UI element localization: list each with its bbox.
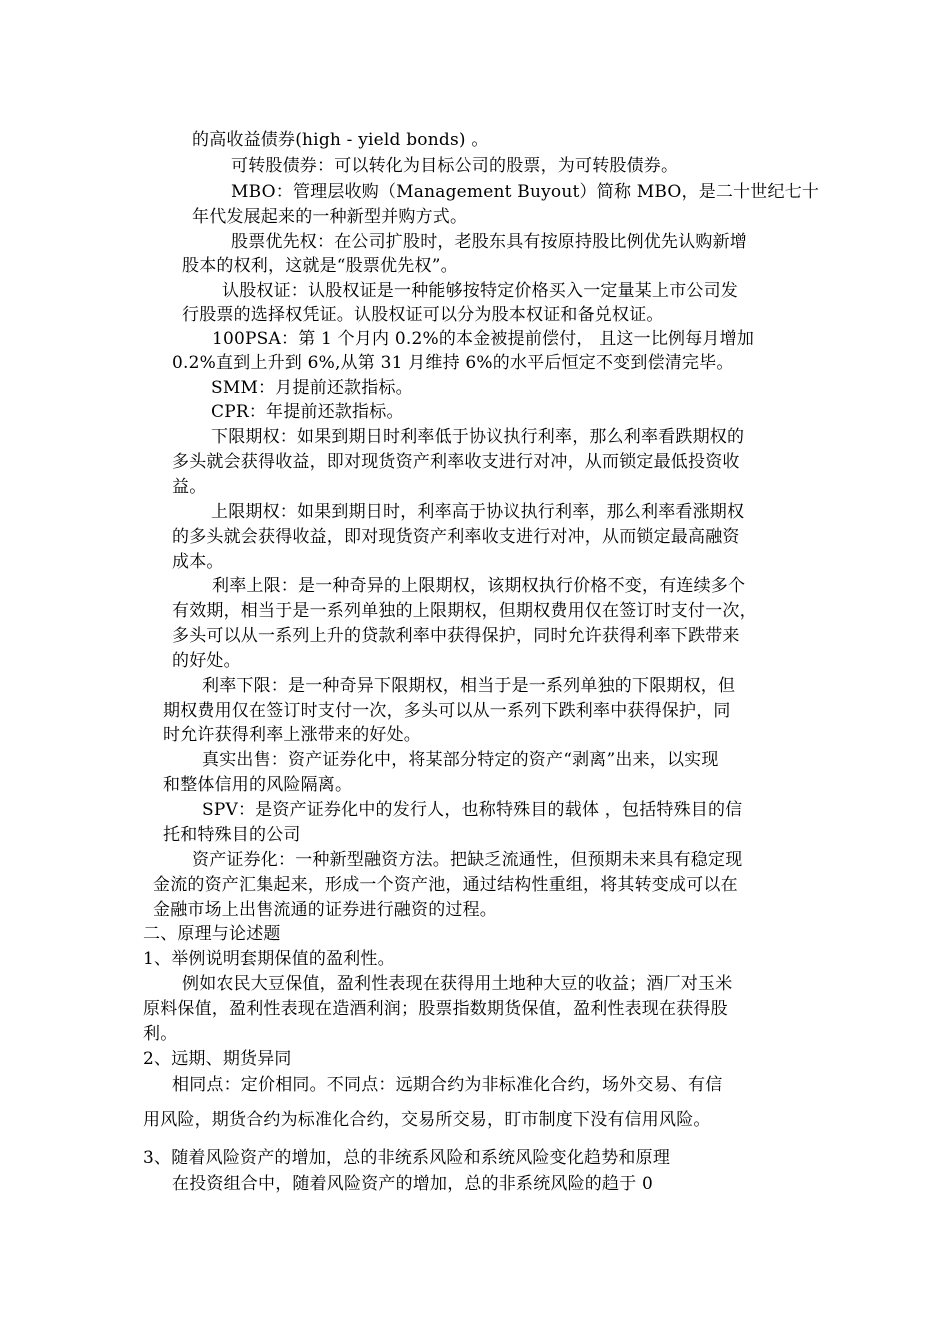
- text-line: 时允许获得利率上涨带来的好处。: [163, 725, 421, 745]
- text-line: 相同点：定价相同。不同点：远期合约为非标准化合约，场外交易、有信: [172, 1075, 723, 1095]
- text-line: 多头可以从一系列上升的贷款利率中获得保护，同时允许获得利率下跌带来: [172, 626, 740, 646]
- text-line: 上限期权：如果到期日时，利率高于协议执行利率，那么利率看涨期权: [211, 502, 745, 522]
- text-line: 和整体信用的风险隔离。: [163, 775, 353, 795]
- text-line: 例如农民大豆保值，盈利性表现在获得用土地种大豆的收益；酒厂对玉米: [182, 974, 733, 994]
- text-line: 可转股债券：可以转化为目标公司的股票，为可转股债券。: [231, 156, 679, 176]
- text-line: 下限期权：如果到期日时利率低于协议执行利率，那么利率看跌期权的: [211, 427, 745, 447]
- text-line: 多头就会获得收益，即对现货资产利率收支进行对冲，从而锁定最低投资收: [172, 452, 740, 472]
- question-heading: 1、举例说明套期保值的盈利性。: [143, 949, 395, 969]
- text-line: 利率下限：是一种奇异下限期权，相当于是一系列单独的下限期权，但: [202, 676, 736, 696]
- text-line: 行股票的选择权凭证。认股权证可以分为股本权证和备兑权证。: [182, 305, 664, 325]
- text-line: 资产证券化：一种新型融资方法。把缺乏流通性，但预期未来具有稳定现: [192, 850, 743, 870]
- text-line: 有效期，相当于是一系列单独的上限期权，但期权费用仅在签订时支付一次，: [172, 601, 757, 621]
- question-heading: 3、随着风险资产的增加，总的非统系风险和系统风险变化趋势和原理: [143, 1148, 671, 1168]
- text-line: 认股权证：认股权证是一种能够按特定价格买入一定量某上市公司发: [222, 281, 738, 301]
- text-line: 的高收益债券(high - yield bonds) 。: [192, 130, 489, 150]
- text-line: MBO：管理层收购（Management Buyout）简称 MBO，是二十世纪七十: [231, 182, 820, 202]
- text-line: CPR：年提前还款指标。: [211, 402, 404, 422]
- text-line: 在投资组合中，随着风险资产的增加，总的非系统风险的趋于 0: [172, 1174, 654, 1194]
- text-line: 益。: [172, 477, 207, 497]
- text-line: 成本。: [172, 552, 224, 572]
- text-line: 金流的资产汇集起来，形成一个资产池，通过结构性重组，将其转变成可以在: [153, 875, 738, 895]
- text-line: 利。: [143, 1024, 178, 1044]
- text-line: 真实出售：资产证券化中，将某部分特定的资产“剥离”出来，以实现: [202, 750, 719, 770]
- text-line: 年代发展起来的一种新型并购方式。: [192, 207, 468, 227]
- text-line: 期权费用仅在签订时支付一次，多头可以从一系列下跌利率中获得保护，同: [163, 701, 731, 721]
- text-line: 用风险，期货合约为标准化合约，交易所交易，盯市制度下没有信用风险。: [143, 1110, 711, 1130]
- text-line: 0.2%直到上升到 6%,从第 31 月维持 6%的水平后恒定不变到偿清完毕。: [172, 353, 734, 373]
- text-line: 金融市场上出售流通的证券进行融资的过程。: [153, 900, 497, 920]
- question-heading: 2、远期、期货异同: [143, 1049, 292, 1069]
- text-line: 托和特殊目的公司: [163, 825, 301, 845]
- text-line: 的多头就会获得收益，即对现货资产利率收支进行对冲，从而锁定最高融资: [172, 527, 740, 547]
- text-line: 的好处。: [172, 651, 241, 671]
- text-line: SMM：月提前还款指标。: [211, 378, 413, 398]
- text-line: 100PSA：第 1 个月内 0.2%的本金被提前偿付， 且这一比例每月增加: [212, 329, 755, 349]
- text-line: SPV：是资产证券化中的发行人，也称特殊目的载体 ，包括特殊目的信: [202, 800, 743, 820]
- text-line: 原料保值，盈利性表现在造酒利润；股票指数期货保值，盈利性表现在获得股: [143, 999, 728, 1019]
- text-line: 股本的权利，这就是“股票优先权”。: [182, 256, 458, 276]
- text-line: 股票优先权：在公司扩股时，老股东具有按原持股比例优先认购新增: [231, 232, 747, 252]
- section-heading: 二、原理与论述题: [143, 924, 281, 944]
- text-line: 利率上限：是一种奇异的上限期权，该期权执行价格不变，有连续多个: [212, 576, 746, 596]
